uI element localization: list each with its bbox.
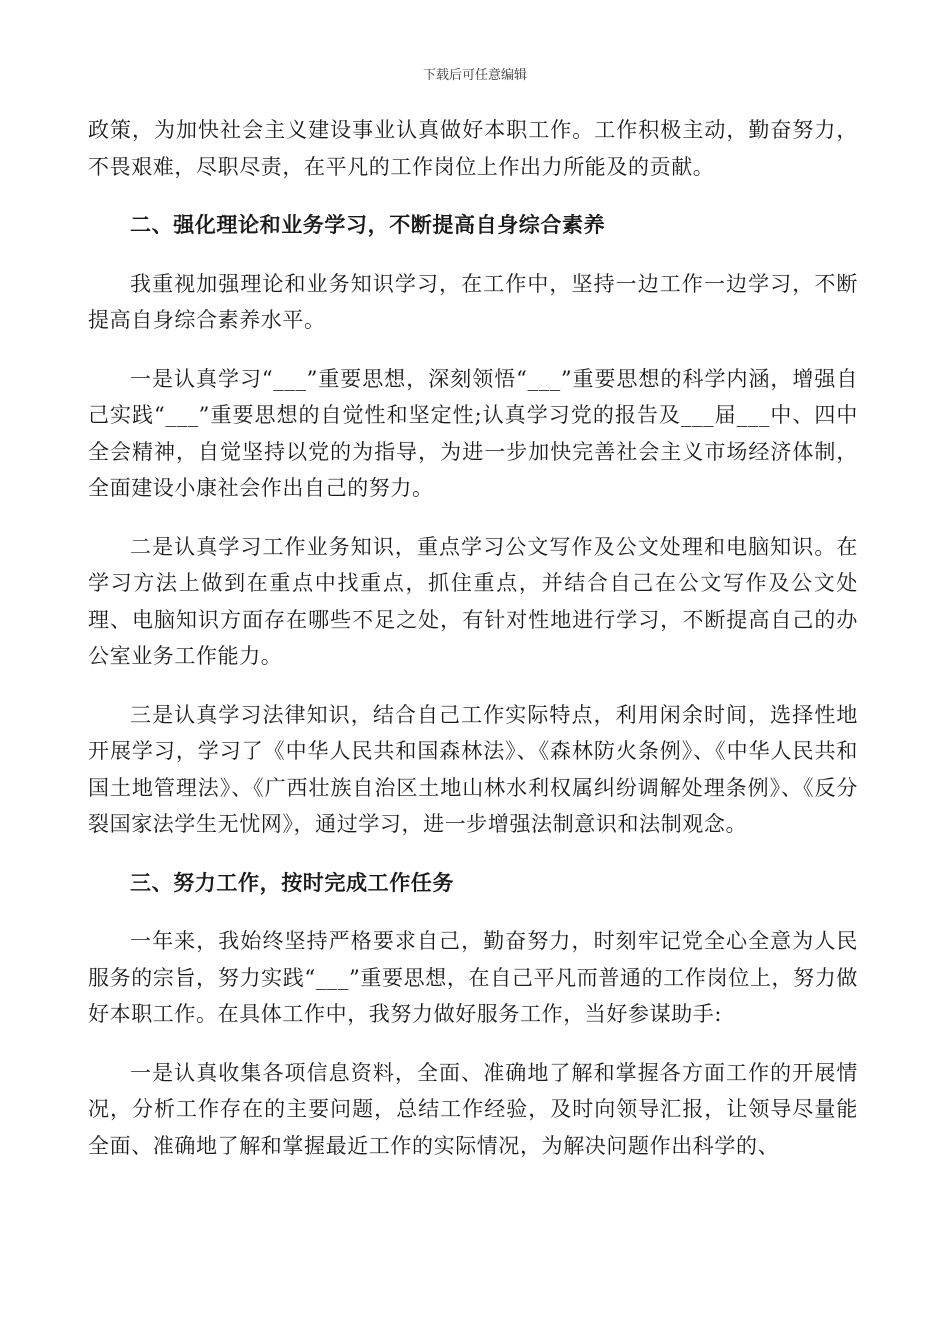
page-header: 下载后可任意编辑 — [422, 68, 527, 83]
paragraph-1: 政策，为加快社会主义建设事业认真做好本职工作。工作积极主动，勤奋努力，不畏艰难，尽职尽责，在平凡的工作岗位上作出力所能及的贡献。 — [88, 118, 858, 179]
paragraph-7: 一是认真收集各项信息资料，全面、准确地了解和掌握各方面工作的开展情况，分析工作存在的主要问题，总结工作经验，及时向领导汇报，让领导尽量能全面、准确地了解和掌握最近工作的实际情况，为解决问题作出科学的、 — [88, 1060, 858, 1158]
document-body — [88, 112, 858, 1186]
section-heading-2: 二、强化理论和业务学习，不断提高自身综合素养 — [130, 213, 606, 237]
paragraph-5: 三是认真学习法律知识，结合自己工作实际特点，利用闲余时间，选择性地开展学习，学习了《中华人民共和国森林法》、《森林防火条例》、《中华人民共和国土地管理法》、《广西壮族自治区土地山林水利权属纠纷调解处理条例》、《反分裂国家法学生无忧网》，通过学习，进一步增强法制意识和法制观念。 — [88, 702, 858, 836]
paragraph-4: 二是认真学习工作业务知识，重点学习公文写作及公文处理和电脑知识。在学习方法上做到在重点中找重点，抓住重点，并结合自己在公文写作及公文处理、电脑知识方面存在哪些不足之处，有针对性地进行学习，不断提高自己的办公室业务工作能力。 — [88, 534, 858, 668]
paragraph-2: 我重视加强理论和业务知识学习，在工作中，坚持一边工作一边学习，不断提高自身综合素养水平。 — [88, 271, 858, 332]
paragraph-6: 一年来，我始终坚持严格要求自己，勤奋努力，时刻牢记党全心全意为人民服务的宗旨，努力实践“___”重要思想，在自己平凡而普通的工作岗位上，努力做好本职工作。在具体工作中，我努力做好服务工作，当好参谋助手: — [88, 929, 858, 1026]
section-heading-3: 三、努力工作，按时完成工作任务 — [130, 870, 454, 895]
paragraph-3: 一是认真学习“___”重要思想，深刻领悟“___”重要思想的科学内涵，增强自己实践“___”重要思想的自觉性和坚定性;认真学习党的报告及___届___中、四中全会精神，自觉坚持以党的为指导，为进一步加快完善社会主义市场经济体制，全面建设小康社会作出自己的努力。 — [88, 366, 858, 500]
